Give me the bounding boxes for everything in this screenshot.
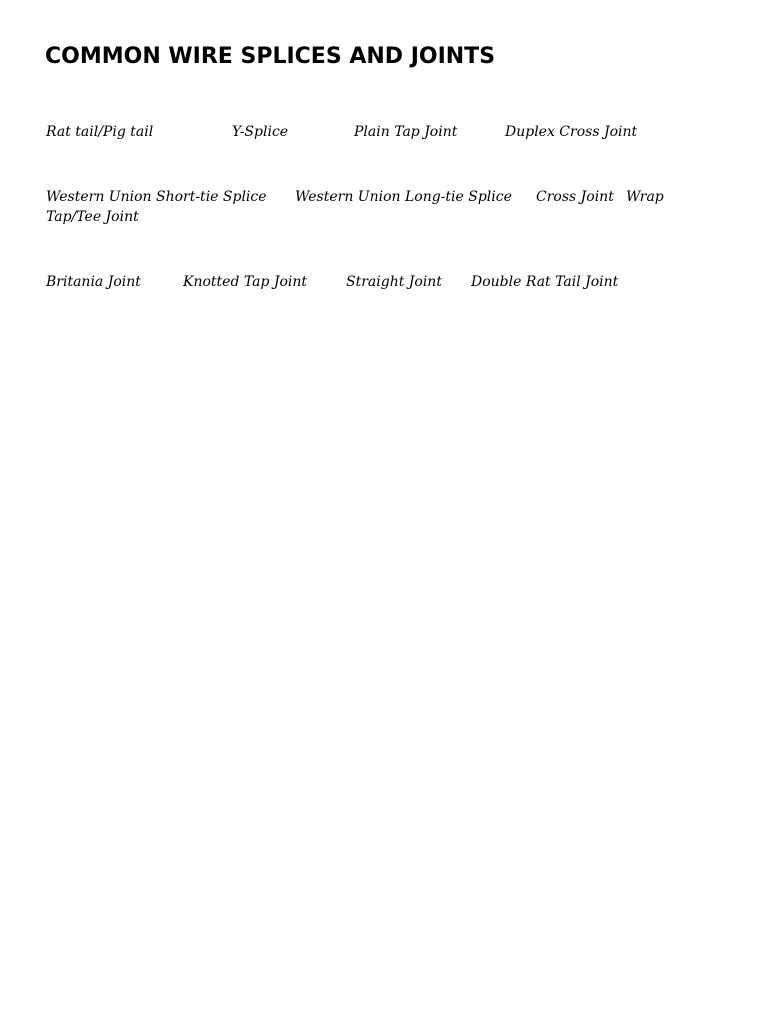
splice-label-double-rat-tail-joint: Double Rat Tail Joint [471,274,619,290]
splice-label-knotted-tap-joint: Knotted Tap Joint [183,274,308,290]
splice-label-wrap: Wrap [626,189,664,205]
splice-label-straight-joint: Straight Joint [346,274,442,290]
splice-label-cross-joint: Cross Joint [536,189,614,205]
splice-label-britania-joint: Britania Joint [46,274,141,290]
splice-label-western-union-short-tie: Western Union Short-tie Splice [46,189,267,205]
splice-label-western-union-long-tie: Western Union Long-tie Splice [295,189,512,205]
splice-label-duplex-cross-joint: Duplex Cross Joint [505,124,638,140]
splice-label-plain-tap-joint: Plain Tap Joint [354,124,458,140]
splice-label-tap-tee-joint: Tap/Tee Joint [46,209,139,225]
splice-label-y-splice: Y-Splice [232,124,289,140]
page-title: COMMON WIRE SPLICES AND JOINTS [45,44,496,69]
splice-label-rat-tail: Rat tail/Pig tail [46,124,154,140]
